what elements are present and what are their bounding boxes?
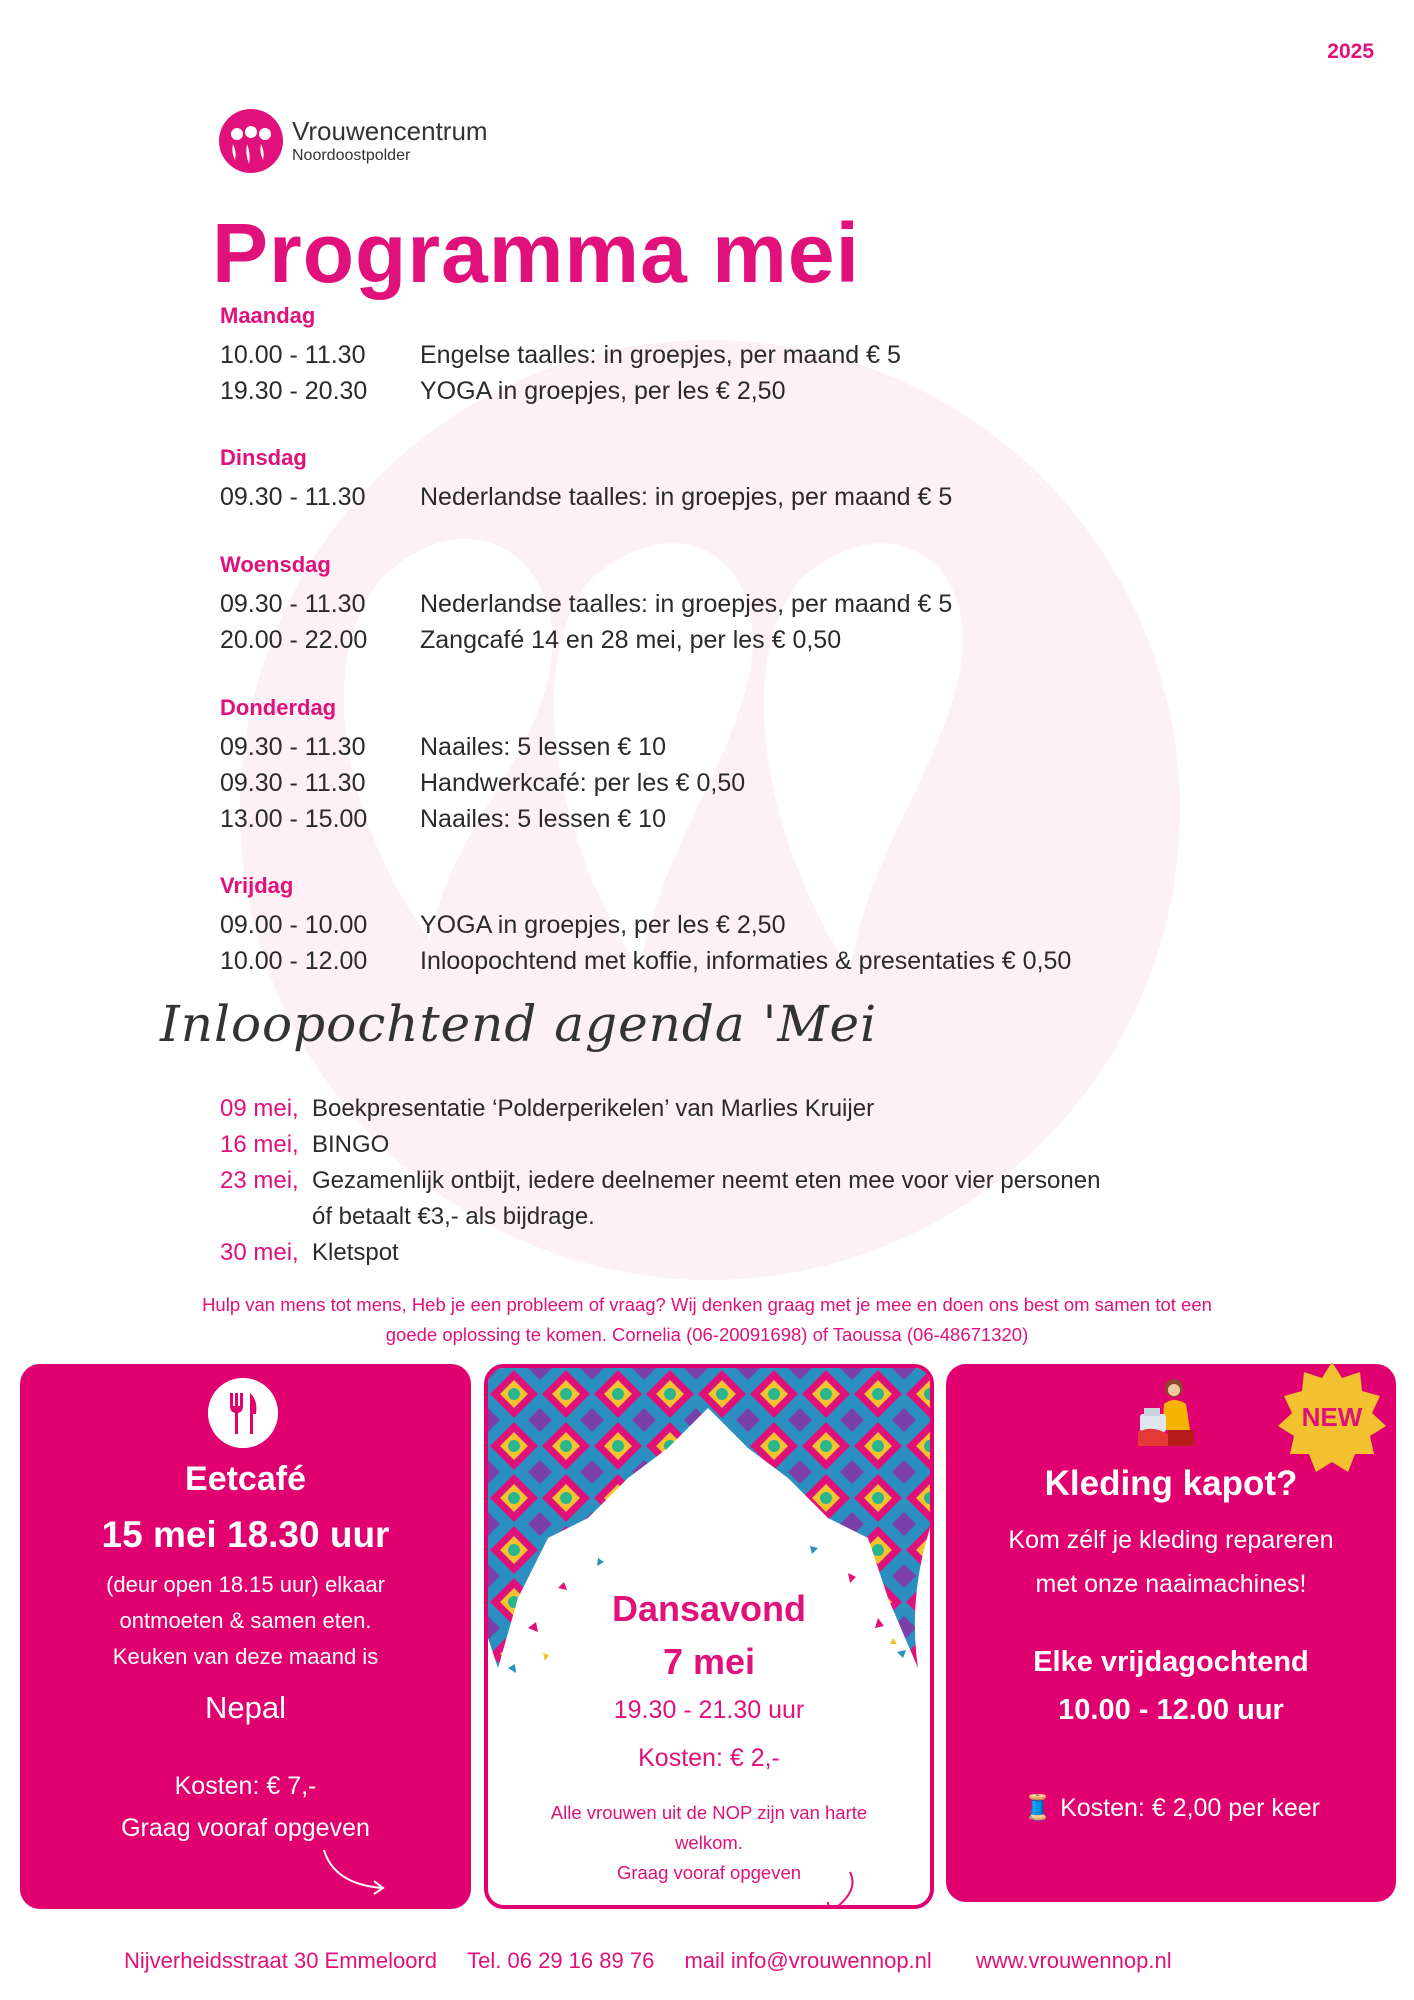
eetcafe-signup: Graag vooraf opgeven — [121, 1814, 370, 1842]
sewing-woman-icon — [1134, 1374, 1200, 1450]
row-time: 10.00 - 12.00 — [220, 947, 368, 975]
row-time: 13.00 - 15.00 — [220, 805, 368, 833]
row-activity: Inloopochtend met koffie, informaties & presentaties € 0,50 — [420, 947, 1072, 975]
dansavond-time: 19.30 - 21.30 uur — [613, 1696, 805, 1724]
schedule-row — [220, 769, 745, 798]
kleding-when: Elke vrijdagochtend — [1033, 1646, 1309, 1678]
logo-women-icon — [218, 108, 284, 174]
dansavond-cost: Kosten: € 2,- — [638, 1744, 780, 1772]
eetcafe-text: Keuken van deze maand is — [112, 1644, 379, 1669]
row-time: 09.30 - 11.30 — [220, 483, 366, 511]
agenda-text: Kletspot — [312, 1239, 399, 1266]
row-time: 10.00 - 11.30 — [220, 341, 366, 369]
day-heading: Maandag — [220, 303, 316, 328]
row-time: 20.00 - 22.00 — [220, 626, 368, 654]
row-activity: Naailes: 5 lessen € 10 — [420, 805, 666, 833]
dansavond-title: Dansavond — [611, 1588, 807, 1629]
page-title: Programma mei — [212, 206, 860, 300]
help-line: goede oplossing te komen. Cornelia (06-20091698) of Taoussa (06-48671320) — [385, 1324, 1029, 1345]
day-heading: Donderdag — [220, 695, 337, 720]
dansavond-note-line: welkom. — [675, 1832, 743, 1853]
row-time: 09.00 - 10.00 — [220, 911, 368, 939]
row-activity: Engelse taalles: in groepjes, per maand € 5 — [420, 341, 901, 369]
agenda-text-continued: óf betaalt €3,- als bijdrage. — [312, 1203, 595, 1230]
help-text — [60, 1290, 1354, 1350]
logo — [218, 108, 488, 174]
agenda-script-title: Inloopochtend agenda 'Mei — [160, 995, 878, 1053]
row-activity: Nederlandse taalles: in groepjes, per maand € 5 — [420, 483, 953, 511]
schedule-row — [220, 626, 841, 655]
day-heading: Dinsdag — [220, 445, 307, 470]
dansavond-card — [484, 1364, 934, 1909]
schedule-row — [220, 341, 901, 370]
cutlery-icon — [208, 1378, 278, 1448]
row-activity: YOGA in groepjes, per les € 2,50 — [420, 911, 786, 939]
schedule-row — [220, 733, 666, 762]
agenda-date: 23 mei, — [220, 1167, 299, 1194]
agenda-text: Boekpresentatie ‘Polderperikelen’ van Marlies Kruijer — [312, 1095, 875, 1122]
schedule-row — [220, 947, 1071, 976]
eetcafe-text: ontmoeten & samen eten. — [119, 1608, 372, 1633]
eetcafe-title: Eetcafé — [185, 1460, 306, 1498]
schedule-row — [220, 805, 666, 834]
eetcafe-cost: Kosten: € 7,- — [174, 1772, 317, 1800]
schedule-row — [220, 911, 786, 940]
agenda-date: 30 mei, — [220, 1239, 299, 1266]
row-activity: Nederlandse taalles: in groepjes, per maand € 5 — [420, 590, 953, 618]
agenda-item — [220, 1167, 1100, 1195]
kleding-card — [946, 1364, 1396, 1902]
curved-arrow-icon — [820, 1870, 860, 1909]
kleding-time: 10.00 - 12.00 uur — [1058, 1694, 1284, 1726]
mosaic-pattern-decoration — [488, 1368, 930, 1688]
help-line: Hulp van mens tot mens, Heb je een probleem of vraag? Wij denken graag met je mee en doen ons best om samen tot een — [202, 1294, 1212, 1315]
day-heading: Woensdag — [220, 552, 331, 577]
agenda-date: 09 mei, — [220, 1095, 299, 1122]
kleding-title: Kleding kapot? — [1044, 1464, 1298, 1503]
curved-arrow-icon — [320, 1846, 392, 1896]
new-badge — [1272, 1358, 1392, 1478]
schedule-row — [220, 590, 952, 619]
footer-phone: Tel. 06 29 16 89 76 — [467, 1948, 655, 1973]
eetcafe-text: (deur open 18.15 uur) elkaar — [106, 1572, 385, 1597]
dansavond-note-line: Alle vrouwen uit de NOP zijn van harte — [550, 1802, 868, 1823]
schedule-row — [220, 483, 952, 512]
agenda-item — [220, 1095, 874, 1123]
agenda-item — [220, 1131, 389, 1159]
schedule-row — [220, 377, 786, 406]
row-time: 09.30 - 11.30 — [220, 733, 366, 761]
kleding-text: met onze naaimachines! — [1035, 1570, 1307, 1598]
footer — [124, 1948, 1172, 1974]
year-label: 2025 — [1327, 40, 1374, 63]
dansavond-note — [488, 1798, 930, 1888]
logo-subtitle: Noordoostpolder — [292, 147, 411, 164]
row-activity: Handwerkcafé: per les € 0,50 — [420, 769, 746, 797]
footer-mail[interactable]: mail info@vrouwennop.nl — [684, 1948, 932, 1973]
row-activity: YOGA in groepjes, per les € 2,50 — [420, 377, 786, 405]
kleding-cost: 🧵 Kosten: € 2,00 per keer — [1022, 1794, 1320, 1822]
agenda-date: 16 mei, — [220, 1131, 299, 1158]
row-activity: Zangcafé 14 en 28 mei, per les € 0,50 — [420, 626, 842, 654]
dansavond-note-line: Graag vooraf opgeven — [616, 1862, 802, 1883]
logo-name: Vrouwencentrum — [292, 116, 488, 146]
agenda-text: Gezamenlijk ontbijt, iedere deelnemer neemt eten mee voor vier personen — [312, 1167, 1101, 1194]
row-activity: Naailes: 5 lessen € 10 — [420, 733, 666, 761]
eetcafe-card — [20, 1364, 471, 1909]
eetcafe-date: 15 mei 18.30 uur — [101, 1514, 390, 1555]
footer-address: Nijverheidsstraat 30 Emmeloord — [124, 1948, 438, 1973]
new-badge-label: NEW — [1301, 1402, 1363, 1432]
agenda-text: BINGO — [312, 1131, 390, 1158]
agenda-item — [220, 1239, 399, 1267]
kleding-text: Kom zélf je kleding repareren — [1008, 1526, 1334, 1554]
day-heading: Vrijdag — [220, 873, 294, 898]
row-time: 19.30 - 20.30 — [220, 377, 368, 405]
row-time: 09.30 - 11.30 — [220, 590, 366, 618]
dansavond-date: 7 mei — [662, 1641, 756, 1682]
row-time: 09.30 - 11.30 — [220, 769, 366, 797]
eetcafe-country: Nepal — [205, 1690, 286, 1725]
footer-website[interactable]: www.vrouwennop.nl — [975, 1948, 1172, 1973]
